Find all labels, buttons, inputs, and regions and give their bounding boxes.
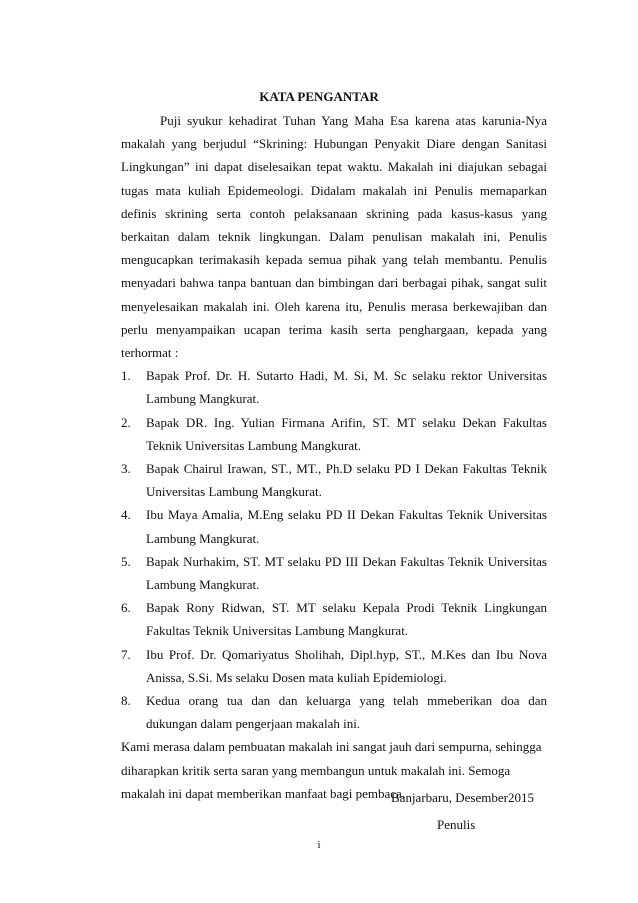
list-item-text: Ibu Prof. Dr. Qomariyatus Sholihah, Dipl.hyp, ST., M.Kes dan Ibu Nova Anissa, S.Si. Ms selaku Dosen mata kuliah Epidemiologi. xyxy=(146,646,547,685)
list-item xyxy=(121,503,547,549)
list-item-number: 2. xyxy=(121,414,131,430)
page-title: KATA PENGANTAR xyxy=(259,89,379,104)
list-item-number: 3. xyxy=(121,461,131,477)
page-number: i xyxy=(317,839,321,851)
list-item-number: 6. xyxy=(121,600,131,616)
list-item-text: Bapak Nurhakim, ST. MT selaku PD III Dekan Fakultas Teknik Universitas Lambung Mangkurat. xyxy=(146,553,547,593)
list-item xyxy=(121,364,547,410)
list-item xyxy=(121,411,547,457)
list-item xyxy=(121,596,547,642)
list-item-number: 7. xyxy=(121,646,131,662)
closing-paragraph: Kami merasa dalam pembuatan makalah ini sangat jauh dari sempurna, sehingga diharapkan kritik serta saran yang membangun untuk makalah ini. Semoga makalah ini dapat memberikan manfaat bagi pembaca. xyxy=(121,739,542,801)
list-item-number: 1. xyxy=(121,368,131,384)
list-item-text: Ibu Maya Amalia, M.Eng selaku PD II Dekan Fakultas Teknik Universitas Lambung Mangkurat. xyxy=(146,507,547,546)
list-item-text: Bapak DR. Ing. Yulian Firmana Arifin, ST. MT selaku Dekan Fakultas Teknik Universitas Lambung Mangkurat. xyxy=(146,414,547,453)
list-item-text: Bapak Prof. Dr. H. Sutarto Hadi, M. Si, M. Sc selaku rektor Universitas Lambung Mangkurat. xyxy=(146,368,547,407)
author-signature: Penulis xyxy=(437,817,476,832)
list-item-number: 8. xyxy=(121,693,131,709)
list-item-text: Bapak Chairul Irawan, ST., MT., Ph.D selaku PD I Dekan Fakultas Teknik Universitas Lambung Mangkurat. xyxy=(146,461,547,500)
list-item xyxy=(121,550,547,596)
list-item xyxy=(121,689,547,735)
intro-paragraph: Puji syukur kehadirat Tuhan Yang Maha Esa karena atas karunia-Nya makalah yang berjudul “Skrining: Hubungan Penyakit Diare dengan Sanitasi Lingkungan” ini dapat diselesaikan tepat waktu. Makalah ini diajukan sebagai tugas mata kuliah Epidemeologi. Didalam makalah ini Penulis memaparkan definis skrining serta contoh pelaksanaan skrining pada kasus-kasus yang berkaitan dalam teknik lingkungan. Dalam penulisan makalah ini, Penulis mengucapkan terimakasih kepada semua pihak yang telah membantu. Penulis menyadari bahwa tanpa bantuan dan bimbingan dari berbagai pihak, sangat sulit menyelesaikan makalah ini. Oleh karena itu, Penulis merasa berkewajiban dan perlu menyampaikan ucapan terima kasih serta penghargaan, kepada yang terhormat : xyxy=(121,113,547,361)
list-item-text: Kedua orang tua dan dan keluarga yang telah mmeberikan doa dan dukungan dalam pengerjaan makalah ini. xyxy=(146,693,547,732)
place-date: Banjarbaru, Desember2015 xyxy=(391,790,534,805)
acknowledgement-list xyxy=(121,364,547,735)
list-item xyxy=(121,643,547,689)
body-text xyxy=(121,109,547,805)
list-item xyxy=(121,457,547,503)
list-item-text: Bapak Rony Ridwan, ST. MT selaku Kepala Prodi Teknik Lingkungan Fakultas Teknik Universitas Lambung Mangkurat. xyxy=(146,600,547,639)
list-item-number: 5. xyxy=(121,553,131,569)
list-item-number: 4. xyxy=(121,507,131,523)
